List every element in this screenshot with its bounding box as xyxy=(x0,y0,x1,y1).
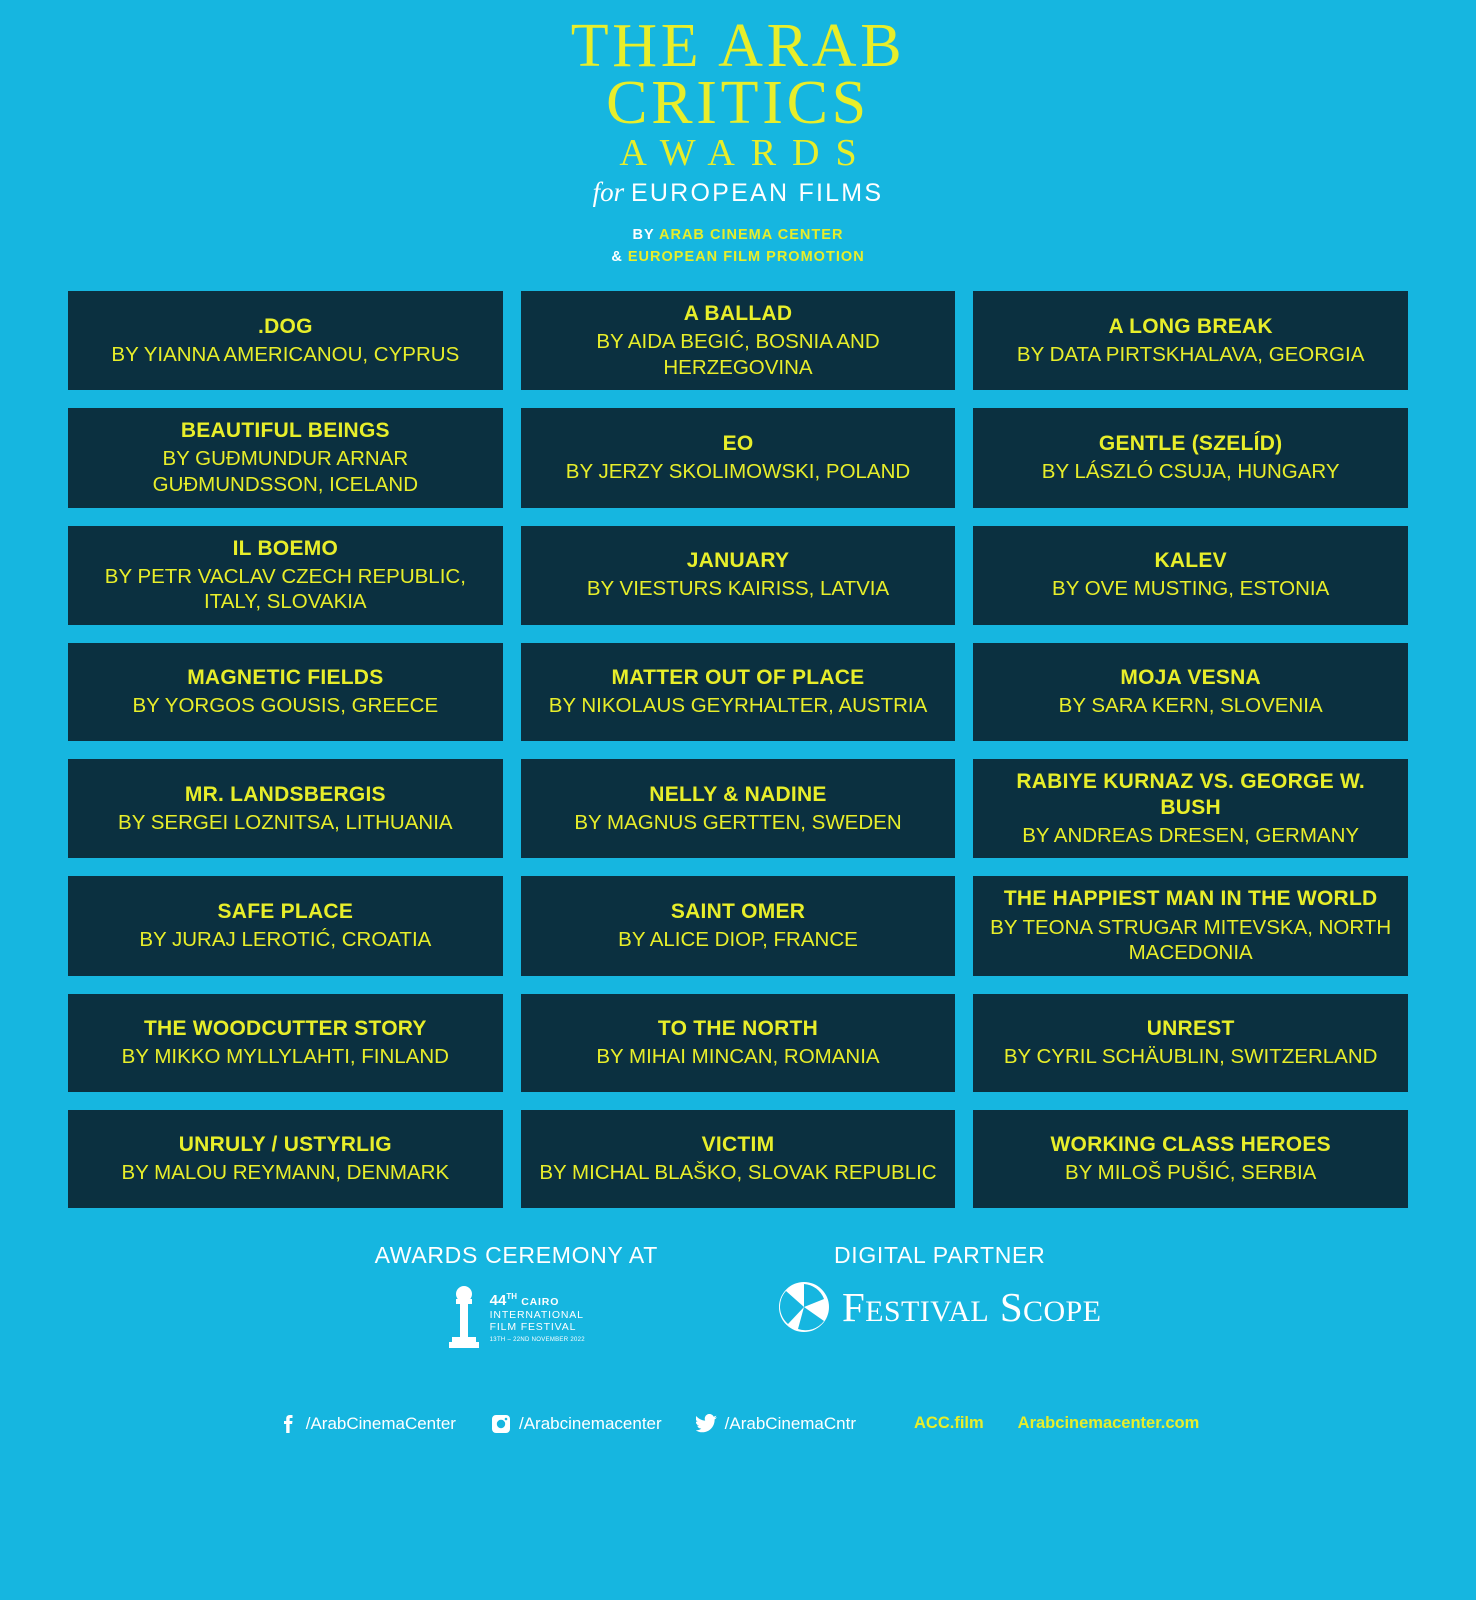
film-credit: BY OVE MUSTING, ESTONIA xyxy=(1052,577,1330,601)
film-credit: BY MILOŠ PUŠIĆ, SERBIA xyxy=(1064,1160,1317,1184)
film-credit: BY MIKKO MYLLYLAHTI, FINLAND xyxy=(121,1044,449,1068)
social-facebook[interactable] xyxy=(277,1413,456,1435)
film-card xyxy=(973,408,1408,507)
film-card xyxy=(68,1110,503,1208)
film-title: KALEV xyxy=(1154,549,1227,573)
film-title: SAFE PLACE xyxy=(217,900,354,924)
digital-partner-label: DIGITAL PARTNER xyxy=(833,1241,1046,1268)
film-credit: BY NIKOLAUS GEYRHALTER, AUSTRIA xyxy=(548,694,928,717)
film-credit: BY JURAJ LEROTIĆ, CROATIA xyxy=(139,928,432,952)
byline-line-2 xyxy=(0,246,1476,268)
ciff-statue-icon xyxy=(448,1281,480,1355)
festival-scope-cope: COPE xyxy=(1023,1294,1102,1328)
film-title: NELLY & NADINE xyxy=(649,782,827,806)
film-card xyxy=(973,759,1408,859)
awards-ceremony-block xyxy=(375,1242,658,1355)
film-title: WORKING CLASS HEROES xyxy=(1050,1132,1331,1156)
film-credit: BY MALOU REYMANN, DENMARK xyxy=(121,1160,450,1184)
social-twitter-handle: /ArabCinemaCntr xyxy=(724,1413,856,1433)
film-credit: BY YIANNA AMERICANOU, CYPRUS xyxy=(111,342,460,366)
film-credit: BY SARA KERN, SLOVENIA xyxy=(1058,694,1323,717)
film-credit: BY YORGOS GOUSIS, GREECE xyxy=(132,694,439,717)
film-card xyxy=(521,876,956,975)
film-title: THE WOODCUTTER STORY xyxy=(143,1016,427,1040)
film-credit: BY LÁSZLÓ CSUJA, HUNGARY xyxy=(1041,460,1340,484)
byline xyxy=(0,224,1476,269)
film-card xyxy=(521,526,956,625)
film-card xyxy=(68,643,503,741)
film-title: JANUARY xyxy=(686,549,790,573)
ciff-line-3: FILM FESTIVAL xyxy=(489,1321,577,1334)
festival-scope-wordmark xyxy=(842,1283,1101,1331)
poster-footer xyxy=(0,1242,1476,1435)
social-instagram[interactable] xyxy=(490,1413,662,1435)
title-line-2: CRITICS xyxy=(606,69,870,138)
poster-header xyxy=(0,0,1476,269)
film-card xyxy=(521,643,956,741)
film-title: RABIYE KURNAZ VS. GEORGE W. BUSH xyxy=(1016,769,1365,819)
film-title: A BALLAD xyxy=(683,301,793,325)
byline-org-2: EUROPEAN FILM PROMOTION xyxy=(627,249,865,266)
film-credit: BY SERGEI LOZNITSA, LITHUANIA xyxy=(118,810,453,834)
link-acc-film[interactable]: ACC.film xyxy=(914,1414,984,1433)
byline-line-1 xyxy=(0,224,1476,246)
film-card xyxy=(68,408,503,507)
social-facebook-handle: /ArabCinemaCenter xyxy=(305,1413,456,1433)
film-credit: BY JERZY SKOLIMOWSKI, POLAND xyxy=(565,460,911,484)
title-line-1: THE ARAB xyxy=(570,12,906,80)
film-credit: BY MIHAI MINCAN, ROMANIA xyxy=(596,1044,880,1068)
awards-ceremony-label: AWARDS CEREMONY AT xyxy=(374,1241,658,1268)
byline-org-1: ARAB CINEMA CENTER xyxy=(658,227,844,244)
film-credit: BY ANDREAS DRESEN, GERMANY xyxy=(1022,823,1360,847)
subtitle-for-word: for xyxy=(592,177,625,208)
film-grid xyxy=(68,291,1408,1208)
film-title: TO THE NORTH xyxy=(657,1016,819,1040)
film-title: SAINT OMER xyxy=(670,900,806,924)
film-card xyxy=(521,994,956,1092)
social-twitter[interactable] xyxy=(696,1413,856,1435)
film-credit: BY ALICE DIOP, FRANCE xyxy=(618,928,858,952)
festival-scope-estival: ESTIVAL xyxy=(865,1294,990,1328)
link-arabcinemacenter[interactable]: Arabcinemacenter.com xyxy=(1017,1414,1200,1433)
film-title: IL BOEMO xyxy=(232,536,339,560)
film-card xyxy=(973,876,1408,975)
film-card xyxy=(521,1110,956,1208)
film-card xyxy=(521,291,956,390)
title-line-3: AWARDS xyxy=(619,132,873,175)
festival-scope-logo xyxy=(778,1281,1101,1333)
film-credit: BY AIDA BEGIĆ, BOSNIA AND HERZEGOVINA xyxy=(596,329,880,379)
instagram-icon xyxy=(490,1413,512,1435)
film-title: GENTLE (SZELÍD) xyxy=(1098,432,1283,456)
film-credit: BY MAGNUS GERTTEN, SWEDEN xyxy=(574,810,902,834)
ciff-text-block xyxy=(490,1292,585,1343)
film-title: MR. LANDSBERGIS xyxy=(184,782,386,806)
film-title: EO xyxy=(722,432,754,456)
byline-amp: & xyxy=(611,249,623,266)
film-card xyxy=(973,526,1408,625)
byline-by: BY xyxy=(632,227,655,244)
film-card xyxy=(973,643,1408,741)
twitter-icon xyxy=(696,1413,718,1435)
film-title: MOJA VESNA xyxy=(1120,665,1261,689)
film-card xyxy=(68,759,503,859)
facebook-icon xyxy=(277,1413,299,1435)
ciff-line-2: INTERNATIONAL xyxy=(489,1309,584,1322)
film-card xyxy=(68,994,503,1092)
film-title: THE HAPPIEST MAN IN THE WORLD xyxy=(1003,887,1378,911)
cairo-film-festival-logo xyxy=(448,1281,585,1355)
film-credit: BY CYRIL SCHÄUBLIN, SWITZERLAND xyxy=(1003,1044,1378,1068)
festival-scope-s: S xyxy=(999,1283,1024,1330)
film-title: UNRULY / USTYRLIG xyxy=(178,1132,392,1156)
ciff-dates: 13TH – 22ND NOVEMBER 2022 xyxy=(489,1336,585,1343)
film-title: BEAUTIFUL BEINGS xyxy=(180,419,390,443)
film-card xyxy=(68,876,503,975)
ciff-edition-suffix: TH xyxy=(506,1292,518,1302)
film-card xyxy=(68,291,503,390)
footer-links xyxy=(914,1414,1199,1433)
footer-label-row xyxy=(0,1242,1476,1355)
social-bar xyxy=(0,1413,1476,1435)
film-title: UNREST xyxy=(1146,1016,1235,1040)
ciff-edition xyxy=(490,1292,585,1309)
film-card xyxy=(973,291,1408,390)
film-card xyxy=(68,526,503,625)
festival-scope-f: F xyxy=(841,1283,866,1330)
social-instagram-handle: /Arabcinemacenter xyxy=(518,1413,662,1433)
subtitle-european-films: EUROPEAN FILMS xyxy=(630,179,884,208)
film-title: .DOG xyxy=(257,314,313,338)
film-credit: BY VIESTURS KAIRISS, LATVIA xyxy=(586,577,890,601)
film-credit: BY GUÐMUNDUR ARNAR GUÐMUNDSSON, ICELAND xyxy=(152,447,419,496)
film-title: VICTIM xyxy=(701,1132,775,1156)
film-title: A LONG BREAK xyxy=(1108,314,1273,338)
film-card xyxy=(973,994,1408,1092)
film-credit: BY PETR VACLAV CZECH REPUBLIC, ITALY, SLOVAKIA xyxy=(104,564,466,614)
film-credit: BY TEONA STRUGAR MITEVSKA, NORTH MACEDONIA xyxy=(990,915,1392,965)
film-card xyxy=(973,1110,1408,1208)
subtitle-for-european-films xyxy=(0,177,1476,208)
digital-partner-block xyxy=(778,1242,1101,1333)
film-title: MAGNETIC FIELDS xyxy=(187,665,384,689)
film-credit: BY MICHAL BLAŠKO, SLOVAK REPUBLIC xyxy=(539,1160,937,1184)
film-title: MATTER OUT OF PLACE xyxy=(611,665,865,689)
film-credit: BY DATA PIRTSKHALAVA, GEORGIA xyxy=(1016,342,1365,366)
ciff-line-1: CAIRO xyxy=(521,1296,560,1309)
film-card xyxy=(521,408,956,507)
film-card xyxy=(521,759,956,859)
ciff-edition-number: 44 xyxy=(489,1292,507,1310)
festival-scope-mark-icon xyxy=(778,1281,830,1333)
